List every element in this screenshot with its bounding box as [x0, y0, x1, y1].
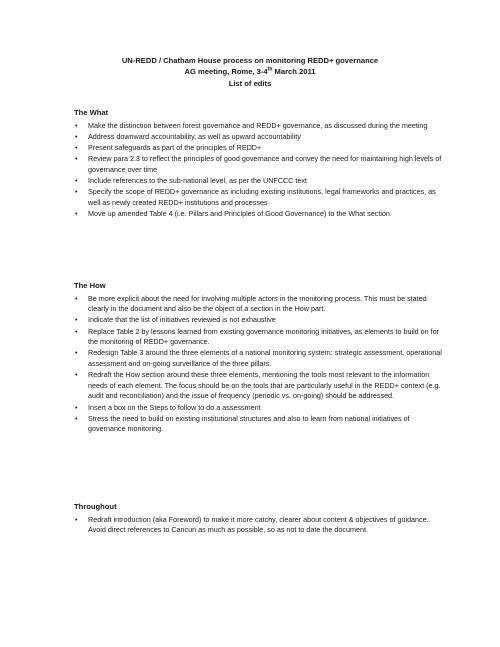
list-item — [74, 414, 444, 435]
bullet-icon: • — [75, 120, 78, 130]
title-line-3: List of edits — [228, 78, 272, 88]
section-heading: The What — [74, 108, 109, 117]
list-item — [74, 132, 444, 143]
section-throughout — [74, 502, 444, 536]
bullet-icon: • — [75, 293, 78, 303]
bullet-icon: • — [75, 131, 78, 141]
bullet-icon: • — [75, 175, 78, 185]
section-heading: The How — [74, 281, 106, 290]
bullet-icon: • — [75, 348, 78, 358]
list-item-text: Insert a box on the Steps to follow to do a assessment — [88, 402, 261, 412]
list-item — [74, 515, 444, 536]
bullet-icon: • — [75, 315, 78, 325]
bullet-icon: • — [75, 187, 78, 197]
list-item-text: Indicate that the list of initiatives reviewed is not exhaustive — [88, 315, 276, 325]
list-item-text: Address downward accountability, as well as upward accountability — [88, 131, 301, 141]
title-line-1: UN-REDD / Chatham House process on monitoring REDD+ governance — [121, 56, 379, 65]
bullet-icon: • — [75, 142, 78, 152]
bullet-icon: • — [75, 208, 78, 218]
title-line-2-prefix: AG meeting, Rome, 3-4 — [184, 67, 268, 77]
list-item-text: Include references to the sub-national level, as per the UNFCCC text — [88, 175, 307, 185]
list-item-text: Stress the need to build on existing institutional structures and also to learn from national initiatives of governance monitoring. — [88, 413, 410, 434]
list-item-text: Replace Table 2 by lessons learned from existing governance monitoring initiatives, as elements to build on for the monitoring of REDD+ governance. — [88, 326, 440, 347]
list-item — [74, 315, 444, 326]
list-item-text: Redesign Table 3 around the three elements of a national monitoring system: strategic assessment, operational assessment and on-going surveillance of the three pillars. — [88, 348, 442, 368]
list-item-text: Make the distinction between forest governance and REDD+ governance, as discussed during the meeting — [88, 120, 428, 130]
bullet-icon: • — [75, 514, 78, 524]
title-line-2-sup: th — [267, 66, 273, 73]
bullet-icon: • — [75, 370, 78, 380]
list-item — [74, 348, 444, 369]
list-item-text: Specify the scope of REDD+ governance as including existing institutions, legal frameworks and practices, as well as newly created REDD+ institutions and processes — [88, 187, 436, 207]
list-item-text: Be more explicit about the need for involving multiple actors in the monitoring process. This must be stated clearly in the document and also be the object of a section in the How part. — [88, 293, 427, 314]
list-item-text: Move up amended Table 4 (i.e. Pillars and Principles of Good Governance) to the What section — [88, 208, 390, 218]
section-what — [74, 108, 444, 220]
list-item-text: Redraft introduction (aka Foreword) to make it more catchy, clearer about content & objectives of guidance. Avoid direct references to Cancun as much as possible, so as not to date the document. — [88, 514, 429, 535]
bullet-list — [74, 294, 444, 435]
list-item — [74, 327, 444, 348]
bullet-icon: • — [75, 154, 78, 164]
bullet-icon: • — [75, 402, 78, 412]
bullet-list — [74, 121, 444, 220]
section-how — [74, 281, 444, 435]
list-item-text: Redraft the How section around these three elements, mentioning the tools most relevant to the information needs of each element. The focus should be on the tools that are particularly useful in the REDD+ context (e.g. audit and reconciliation) and the issue of frequency (periodic vs. on-going) should be addressed. — [88, 370, 441, 401]
list-item-text: Review para 2.3 to reflect the principles of good governance and convey the need for maintaining high levels of governance over time — [88, 154, 442, 174]
list-item — [74, 176, 444, 187]
list-item — [74, 187, 444, 208]
list-item — [74, 403, 444, 414]
title-line-2 — [60, 66, 440, 77]
list-item-text: Present safeguards as part of the principles of REDD+ — [88, 142, 262, 152]
list-item — [74, 209, 444, 220]
bullet-icon: • — [75, 326, 78, 336]
list-item — [74, 370, 444, 402]
list-item — [74, 154, 444, 175]
bullet-list — [74, 515, 444, 536]
section-heading: Throughout — [74, 502, 117, 511]
list-item — [74, 121, 444, 132]
document-title-block — [60, 55, 440, 89]
title-line-2-suffix: March 2011 — [272, 67, 316, 77]
list-item — [74, 294, 444, 315]
list-item — [74, 143, 444, 154]
bullet-icon: • — [75, 413, 78, 423]
